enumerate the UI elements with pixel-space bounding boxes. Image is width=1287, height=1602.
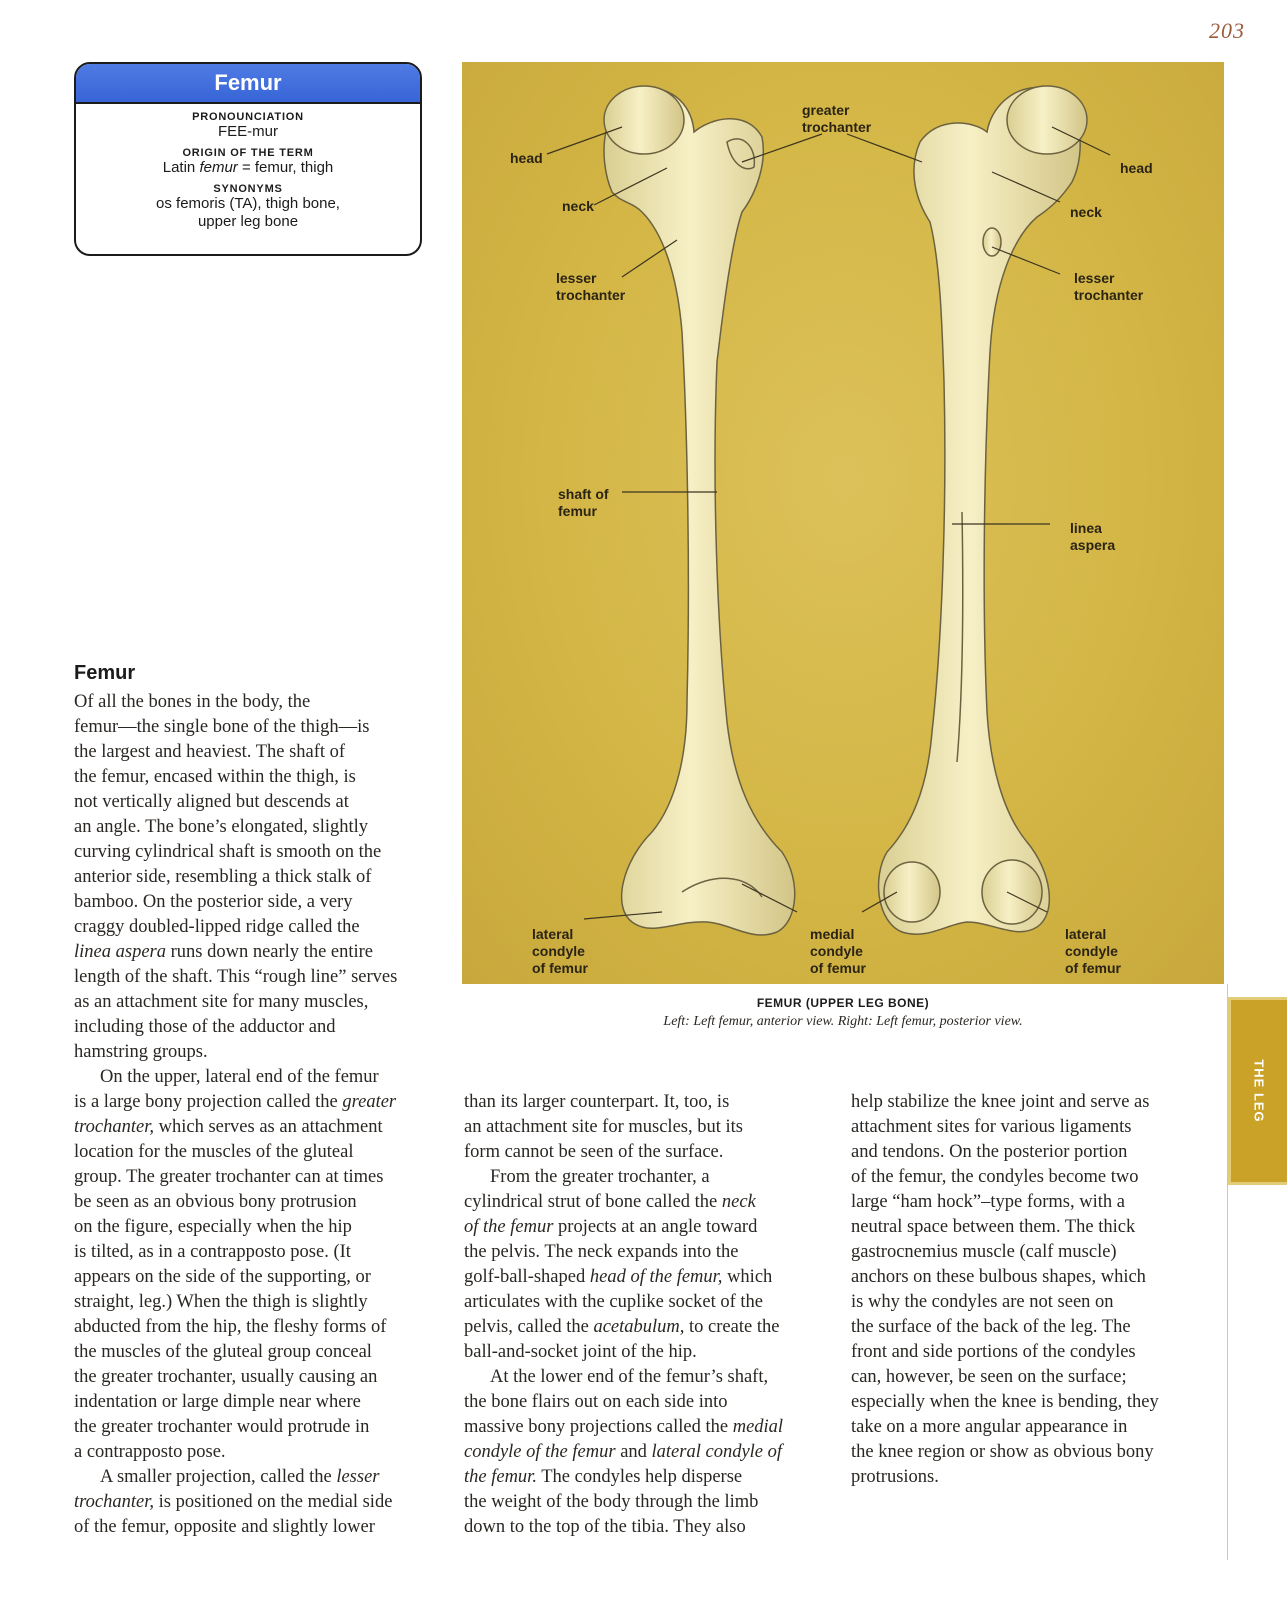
text-line: straight, leg.) When the thigh is slightly [74, 1292, 368, 1312]
synonyms-line-2: upper leg bone [197, 213, 299, 230]
text-line: From the greater trochanter, a [490, 1167, 710, 1187]
label-neck-right: neck [1070, 204, 1102, 220]
text-line: trochanter, is positioned on the medial side [74, 1492, 393, 1512]
body-column-1 [74, 690, 434, 1540]
text-line: is why the condyles are not seen on [851, 1292, 1114, 1312]
text-line: length of the shaft. This “rough line” serves [74, 967, 398, 987]
label-greater-trochanter: greater trochanter [802, 102, 872, 135]
synonyms-line-1: os femoris (TA), thigh bone, [156, 195, 340, 212]
label-linea-aspera: linea aspera [1070, 520, 1116, 553]
label-lesser-trochanter-left: lesser trochanter [556, 270, 626, 303]
text-line: and tendons. On the posterior portion [851, 1142, 1128, 1162]
text-line: not vertically aligned but descends at [74, 792, 349, 812]
info-box-title: Femur [76, 64, 420, 104]
text-line: linea aspera runs down nearly the entire [74, 942, 374, 962]
figure-caption-text: Left: Left femur, anterior view. Right: Left femur, posterior view. [663, 1014, 1023, 1029]
label-head-left: head [510, 150, 543, 166]
text-line: form cannot be seen of the surface. [464, 1142, 724, 1162]
text-line: hamstring groups. [74, 1042, 208, 1062]
text-line: A smaller projection, called the lesser [100, 1467, 380, 1487]
text-line: location for the muscles of the gluteal [74, 1142, 354, 1162]
text-line: the surface of the back of the leg. The [851, 1317, 1131, 1337]
chapter-tab[interactable] [1228, 997, 1287, 1185]
page-number: 203 [1209, 18, 1245, 43]
femur-info-box [74, 62, 422, 256]
label-shaft-of-femur: shaft of femur [558, 486, 609, 519]
text-line: an angle. The bone’s elongated, slightly [74, 817, 369, 837]
text-line: golf-ball-shaped head of the femur, which [464, 1267, 773, 1287]
text-line: protrusions. [851, 1467, 939, 1487]
text-line: pelvis, called the acetabulum, to create the [464, 1317, 780, 1337]
text-line: appears on the side of the supporting, or [74, 1267, 371, 1287]
text-line: Of all the bones in the body, the [74, 692, 311, 712]
text-line: the bone flairs out on each side into [464, 1392, 728, 1412]
leader-lines [547, 127, 1110, 919]
right-femur-posterior [879, 86, 1087, 934]
text-line: the pelvis. The neck expands into the [464, 1242, 739, 1262]
text-line: the femur. The condyles help disperse [464, 1467, 743, 1487]
text-line: than its larger counterpart. It, too, is [464, 1092, 730, 1112]
text-line: as an attachment site for many muscles, [74, 992, 369, 1012]
text-line: anterior side, resembling a thick stalk of [74, 867, 372, 887]
origin-value: Latin femur = femur, thigh [162, 159, 334, 176]
synonyms-label: SYNONYMS [213, 183, 283, 195]
text-line: condyle of the femur and lateral condyle of [464, 1442, 783, 1462]
figure-caption-title: FEMUR (UPPER LEG BONE) [756, 996, 930, 1010]
text-line: the muscles of the gluteal group conceal [74, 1342, 372, 1362]
text-line: is tilted, as in a contrapposto pose. (It [74, 1242, 351, 1262]
pronunciation-value: FEE-mur [218, 123, 278, 140]
text-line: massive bony projections called the medial [464, 1417, 784, 1437]
text-line: On the upper, lateral end of the femur [100, 1067, 379, 1087]
text-line: trochanter, which serves as an attachment [74, 1117, 383, 1137]
text-line: articulates with the cuplike socket of the [464, 1292, 763, 1312]
text-line: neutral space between them. The thick [851, 1217, 1136, 1237]
text-line: craggy doubled-lipped ridge called the [74, 917, 360, 937]
text-line: can, however, be seen on the surface; [851, 1367, 1127, 1387]
text-line: the largest and heaviest. The shaft of [74, 742, 346, 762]
left-femur-anterior [604, 86, 795, 935]
text-line: be seen as an obvious bony protrusion [74, 1192, 357, 1212]
text-line: take on a more angular appearance in [851, 1417, 1128, 1437]
pronunciation-label: PRONOUNCIATION [192, 111, 304, 123]
text-line: an attachment site for muscles, but its [464, 1117, 743, 1137]
text-line: bamboo. On the posterior side, a very [74, 892, 353, 912]
text-line: attachment sites for various ligaments [851, 1117, 1132, 1137]
text-line: indentation or large dimple near where [74, 1392, 361, 1412]
text-line: large “ham hock”–type forms, with a [851, 1192, 1125, 1212]
text-line: the femur, encased within the thigh, is [74, 767, 356, 787]
text-line: cylindrical strut of bone called the neck [464, 1192, 756, 1212]
text-line: the greater trochanter, usually causing an [74, 1367, 378, 1387]
femur-illustration [462, 62, 1224, 984]
label-lateral-condyle-right: lateral condyle of femur [1065, 926, 1121, 976]
text-line: of the femur, the condyles become two [851, 1167, 1139, 1187]
text-line: of the femur projects at an angle toward [464, 1217, 758, 1237]
origin-label: ORIGIN OF THE TERM [182, 147, 314, 159]
text-line: the weight of the body through the limb [464, 1492, 759, 1512]
text-line: curving cylindrical shaft is smooth on the [74, 842, 382, 862]
text-line: including those of the adductor and [74, 1017, 336, 1037]
text-line: femur—the single bone of the thigh—is [74, 717, 370, 737]
text-line: gastrocnemius muscle (calf muscle) [851, 1242, 1117, 1262]
text-line: a contrapposto pose. [74, 1442, 226, 1462]
label-medial-condyle: medial condyle of femur [810, 926, 866, 976]
text-line: At the lower end of the femur’s shaft, [490, 1367, 769, 1387]
section-heading: Femur [74, 662, 136, 684]
text-line: the greater trochanter would protrude in [74, 1417, 370, 1437]
text-line: on the figure, especially when the hip [74, 1217, 352, 1237]
label-head-right: head [1120, 160, 1153, 176]
text-line: front and side portions of the condyles [851, 1342, 1136, 1362]
label-lesser-trochanter-right: lesser trochanter [1074, 270, 1144, 303]
text-line: ball-and-socket joint of the hip. [464, 1342, 697, 1362]
text-line: anchors on these bulbous shapes, which [851, 1267, 1146, 1287]
label-lateral-condyle-left: lateral condyle of femur [532, 926, 588, 976]
text-line: help stabilize the knee joint and serve as [851, 1092, 1150, 1112]
text-line: group. The greater trochanter can at times [74, 1167, 384, 1187]
body-column-3 [851, 1090, 1211, 1490]
label-neck-left: neck [562, 198, 594, 214]
text-line: the knee region or show as obvious bony [851, 1442, 1154, 1462]
text-line: of the femur, opposite and slightly lower [74, 1517, 375, 1537]
text-line: down to the top of the tibia. They also [464, 1517, 746, 1537]
text-line: is a large bony projection called the greater [74, 1092, 397, 1112]
text-line: abducted from the hip, the fleshy forms of [74, 1317, 387, 1337]
text-line: especially when the knee is bending, they [851, 1392, 1159, 1412]
chapter-tab-label: THE LEG [1251, 1059, 1267, 1123]
body-column-2 [464, 1090, 824, 1540]
